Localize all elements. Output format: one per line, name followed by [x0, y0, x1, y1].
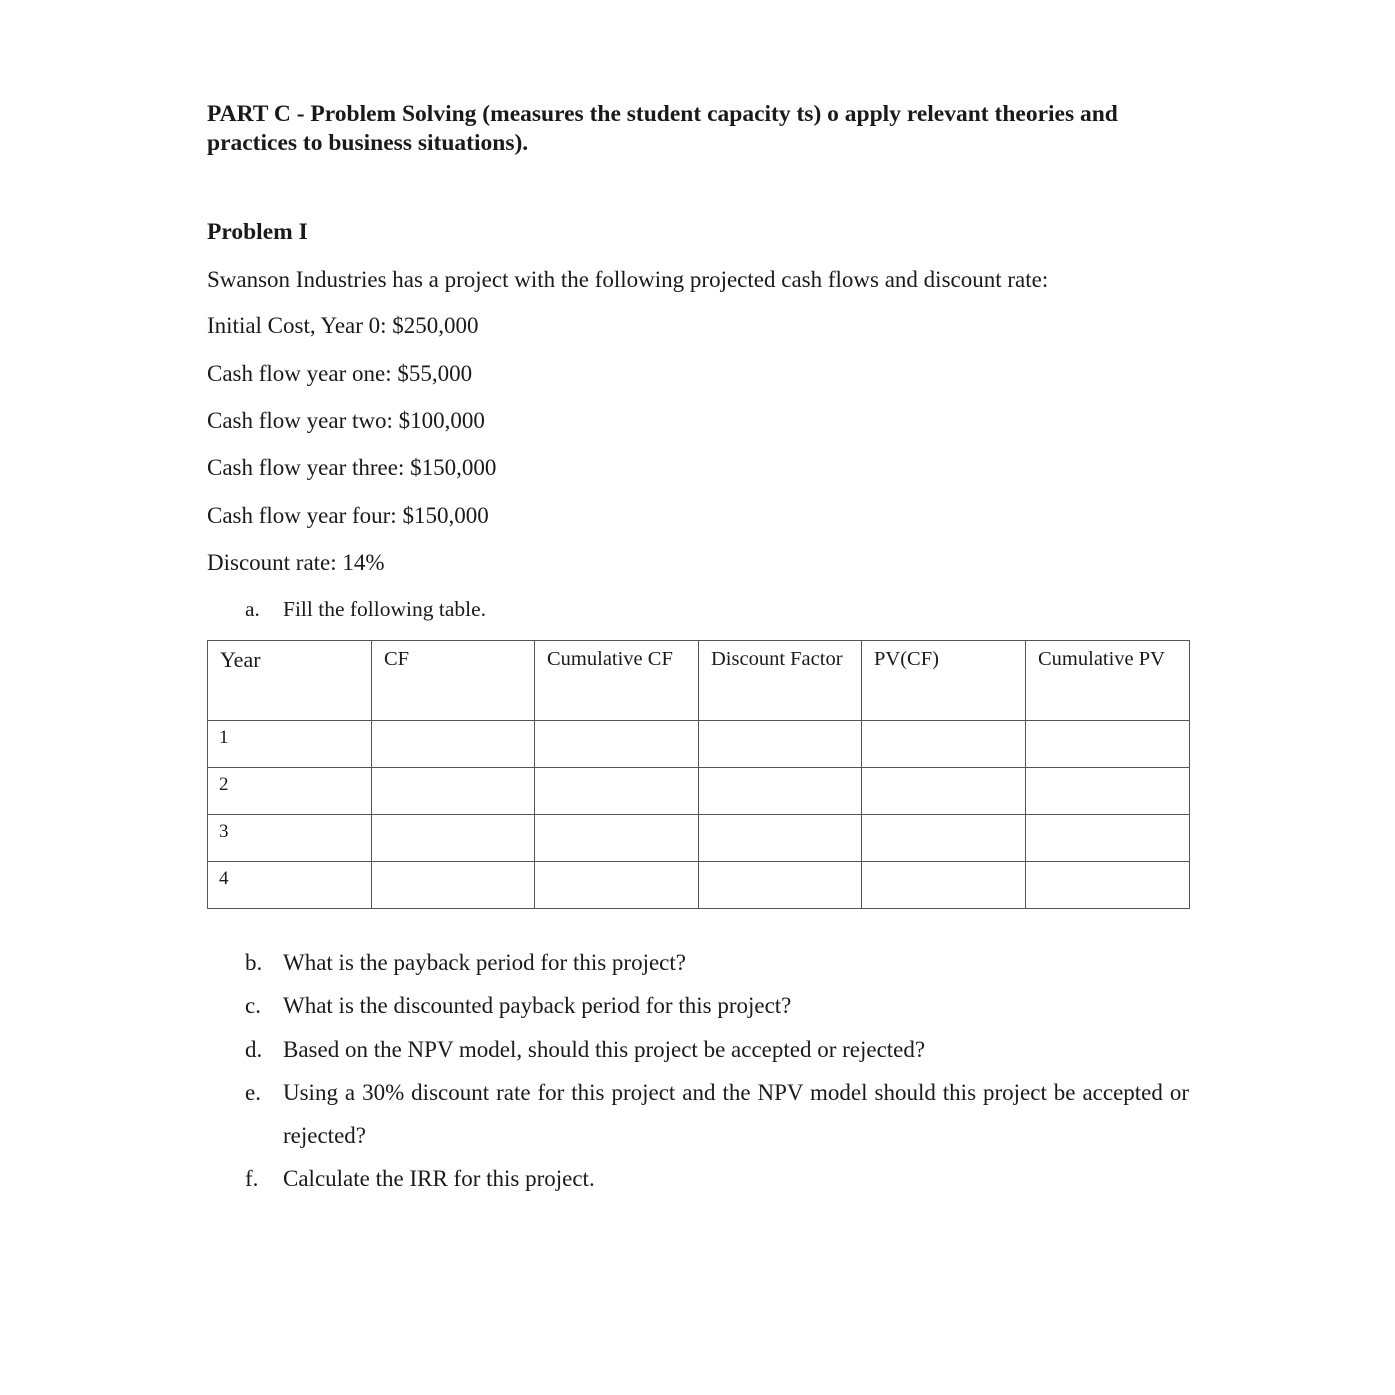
discount-factor-cell[interactable] — [699, 862, 862, 909]
cf-cell[interactable] — [372, 768, 535, 815]
fact-cash-flow-year-four: Cash flow year four: $150,000 — [207, 503, 489, 528]
question-b — [245, 950, 686, 976]
cumulative-pv-cell[interactable] — [1026, 815, 1190, 862]
cumulative-pv-cell[interactable] — [1026, 768, 1190, 815]
table-row — [208, 815, 1190, 862]
year-cell: 1 — [208, 721, 372, 768]
cf-cell[interactable] — [372, 721, 535, 768]
question-a-marker: a. — [245, 597, 260, 621]
cf-cell[interactable] — [372, 815, 535, 862]
header-discount-factor: Discount Factor — [699, 641, 862, 721]
discount-factor-cell[interactable] — [699, 768, 862, 815]
pv-cf-cell[interactable] — [862, 815, 1026, 862]
year-cell: 2 — [208, 768, 372, 815]
question-e-marker: e. — [245, 1080, 261, 1105]
fact-initial-cost: Initial Cost, Year 0: $250,000 — [207, 313, 479, 338]
question-c — [245, 993, 791, 1019]
question-c-marker: c. — [245, 993, 261, 1018]
table-row — [208, 721, 1190, 768]
cumulative-cf-cell[interactable] — [535, 862, 699, 909]
problem-intro: Swanson Industries has a project with the following projected cash flows and discount rate: — [207, 267, 1049, 292]
cumulative-cf-cell[interactable] — [535, 721, 699, 768]
problem-title: Problem I — [207, 219, 308, 245]
pv-cf-cell[interactable] — [862, 862, 1026, 909]
table-header-row — [208, 641, 1190, 721]
year-cell: 4 — [208, 862, 372, 909]
cf-cell[interactable] — [372, 862, 535, 909]
question-c-text: What is the discounted payback period for this project? — [283, 993, 792, 1018]
question-b-marker: b. — [245, 950, 263, 975]
question-a-text: Fill the following table. — [283, 597, 487, 621]
cash-flow-table — [207, 640, 1190, 909]
question-b-text: What is the payback period for this project? — [283, 950, 686, 975]
header-cumulative-cf: Cumulative CF — [535, 641, 699, 721]
header-year: Year — [208, 641, 372, 721]
question-d-marker: d. — [245, 1037, 263, 1062]
cumulative-cf-cell[interactable] — [535, 768, 699, 815]
question-d-text: Based on the NPV model, should this project be accepted or rejected? — [283, 1037, 926, 1062]
pv-cf-cell[interactable] — [862, 721, 1026, 768]
question-f — [245, 1166, 595, 1192]
fact-cash-flow-year-one: Cash flow year one: $55,000 — [207, 361, 473, 386]
cumulative-pv-cell[interactable] — [1026, 862, 1190, 909]
question-d — [245, 1037, 925, 1063]
discount-factor-cell[interactable] — [699, 721, 862, 768]
fact-discount-rate: Discount rate: 14% — [207, 550, 385, 575]
table-row — [208, 862, 1190, 909]
question-a — [245, 597, 486, 622]
pv-cf-cell[interactable] — [862, 768, 1026, 815]
question-e — [245, 1071, 1189, 1157]
cumulative-cf-cell[interactable] — [535, 815, 699, 862]
fact-cash-flow-year-three: Cash flow year three: $150,000 — [207, 455, 497, 480]
header-pv-cf: PV(CF) — [862, 641, 1026, 721]
question-e-text: Using a 30% discount rate for this project and the NPV model should this project be accepted or rejected? — [283, 1080, 1189, 1148]
question-f-marker: f. — [245, 1166, 259, 1191]
question-f-text: Calculate the IRR for this project. — [283, 1166, 595, 1191]
year-cell: 3 — [208, 815, 372, 862]
fact-cash-flow-year-two: Cash flow year two: $100,000 — [207, 408, 485, 433]
discount-factor-cell[interactable] — [699, 815, 862, 862]
header-cf: CF — [372, 641, 535, 721]
table-row — [208, 768, 1190, 815]
part-heading: PART C - Problem Solving (measures the student capacity ts) o apply relevant theories and practices to business situations). — [207, 101, 1118, 156]
header-cumulative-pv: Cumulative PV — [1026, 641, 1190, 721]
cumulative-pv-cell[interactable] — [1026, 721, 1190, 768]
